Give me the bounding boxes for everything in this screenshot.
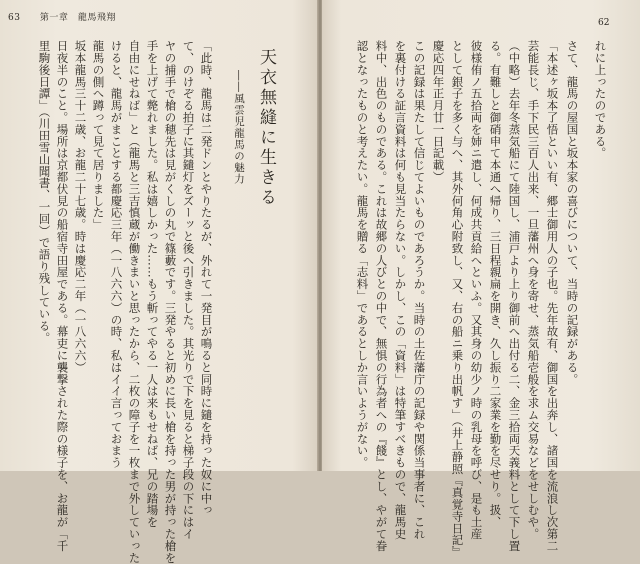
running-header: 第一章 龍馬飛翔 <box>39 13 116 23</box>
right-text-column: 認となったものと考えたい。龍馬を贈る「志料」であるとしか言いようがない。 <box>355 40 370 469</box>
section-heading: 天衣無縫に生きる <box>256 48 276 208</box>
right-text-column: （中略）去年冬蒸気船にて陸国し、浦戸より上り御前へ出付る二、金三拾両天義料として下し置 <box>507 40 522 552</box>
right-text-column: さて、龍馬の屋国と坂本家の喜びについて、当時の記録がある。 <box>565 40 580 386</box>
left-text-column: 手を上げて斃れました。私は嬉しかった……もう斬ってやる一人は来もせねば、兄の踏場を <box>145 40 160 528</box>
right-text-column: この記録は果たして信じてよいものであろうか。当時の土佐藩庁の記録や関係当事者に、これ <box>412 40 427 540</box>
left-text-column: 「此時、龍馬は二発ドンとやりたるが、外れて一発目が鳴ると同時に鑓を持った奴に中っ <box>199 40 214 516</box>
left-text-column: 日夜半のこと。場所は京都伏見の船宿寺田屋である。幕吏に襲撃された際の様子を、お龍が「千 <box>55 40 70 552</box>
left-text-column: 自由にせねば」と（龍馬と三吉慎蔵が働きまいと思ったから、二枚の障子を一枚まで外していった <box>127 40 142 564</box>
left-text-column: 里駒後日譚」（川田雪山聞書、一回）で語り残している。 <box>37 40 52 344</box>
left-text-column: 龍馬の側へ蹲って見て居りました」 <box>91 40 106 231</box>
left-text-column: ヤの捕手で槍の穂先は見がくしの丸で篠藪です。三発やると初めに長い槍を持った男が持った槍を <box>163 40 178 564</box>
right-text-column: 「本述ヶ坂本了悟といい有、郷士御用人の子也。先年故有、御国を出奔し、諸国を流浪し次第二 <box>545 40 560 552</box>
right-text-column: 料中、出色のものである。これは故郷の人びとの中で、無惧の行為者への『餞』とし、やがて眷 <box>374 40 389 552</box>
left-page-number: 63 <box>8 13 21 23</box>
right-text-column: として銀子を多く与へ、其外何角心附致し、又、右の船ニ乗り出帆す」（井上静照『真覚寺日記』 <box>450 40 465 558</box>
left-page-header <box>8 10 116 23</box>
section-subheading: ――風雲児龍馬の魅力 <box>233 70 245 185</box>
right-text-column: を裏付ける証言資料は何も見当たらない。しかし、この「資料」は特筆すべきもので、龍馬史 <box>393 40 408 540</box>
right-text-column: 彼様侑ノ五拾両を姉ニ遣し、何成共貢給へといふ。又其身の幼少ノ時の乳母を呼び、是も土産 <box>469 40 484 540</box>
right-page-number: 62 <box>598 18 610 28</box>
left-text-column: けると、龍馬がまことする都慶応三年（一八六六）の時、私はイイ言っておまう <box>109 40 124 469</box>
right-text-column: 慶応四年正月廿一日記載） <box>431 40 446 183</box>
right-text-column: る。有難しと御硝申て本通へ帰り、三日程親扁を開き、久し振り二家業を勤を尽せり。扱、 <box>488 40 503 528</box>
left-text-column: て、のけぞる拍子に其鑓灯をズーッと後へ引きました。其光りで下を見ると梯子段の下にはイ <box>181 40 196 540</box>
right-text-column: れに上ったのである。 <box>593 40 608 159</box>
right-text-column: 芸能長じ、手下民三百人出来、一旦藩州へ身を寄せ、蒸気船壱般を求ム交易などをせしむや。 <box>526 40 541 540</box>
left-text-column: 坂本龍馬三十二歳、お龍二十七歳。時は慶応二年（一八六六） <box>73 40 88 374</box>
